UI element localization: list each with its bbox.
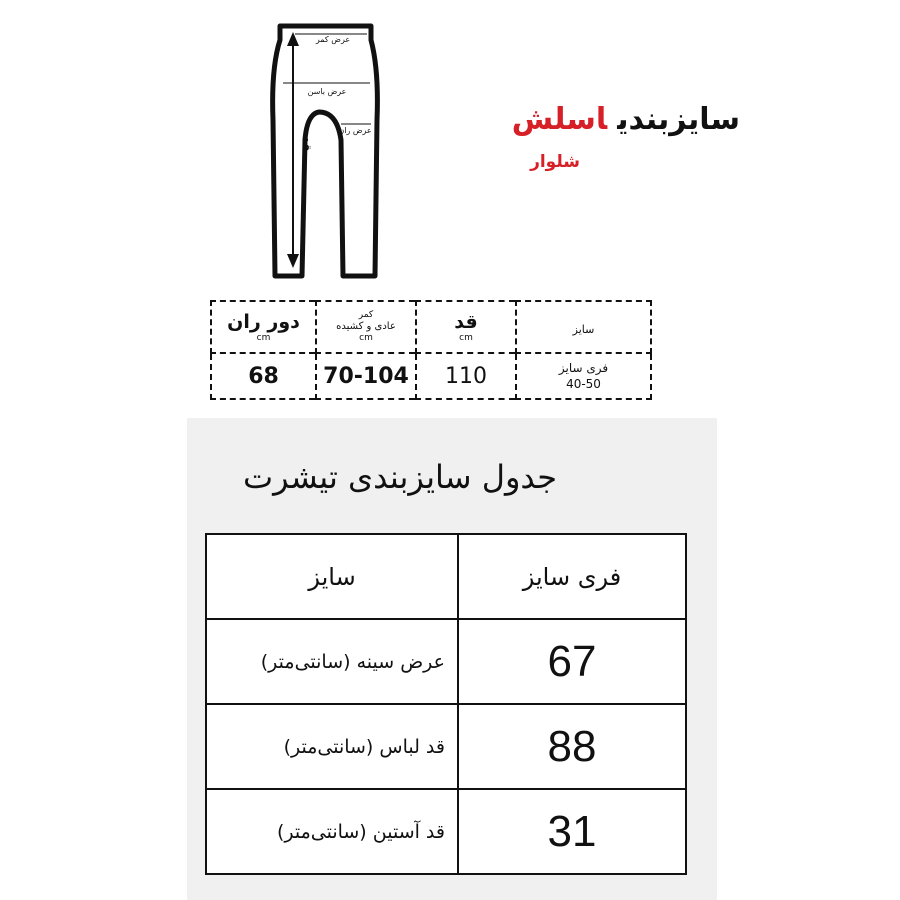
header-thigh: دور ران cm	[211, 301, 316, 353]
cell-thigh: 68	[211, 353, 316, 399]
sleeve-length-value: 31	[458, 789, 686, 874]
cell-length: 110	[416, 353, 516, 399]
thigh-label: عرض ران	[338, 126, 372, 135]
title-block	[470, 100, 740, 190]
header-length: قد cm	[416, 301, 516, 353]
pants-outline	[273, 26, 378, 276]
cell-waist: 70-104	[316, 353, 416, 399]
tshirt-title: جدول سایزبندی تیشرت	[242, 458, 557, 496]
chest-width-label: عرض سینه (سانتی‌متر)	[206, 619, 458, 704]
table-header-row	[211, 301, 651, 353]
hip-label: عرض باسن	[307, 87, 347, 96]
garment-length-label: قد لباس (سانتی‌متر)	[206, 704, 458, 789]
tshirt-panel	[187, 418, 717, 900]
table-row	[206, 704, 686, 789]
header-free-size: فری سایز	[458, 534, 686, 619]
title	[512, 100, 740, 140]
tshirt-size-table	[205, 533, 687, 875]
table-row	[211, 353, 651, 399]
header-size: سایز	[516, 301, 651, 353]
table-header-row	[206, 534, 686, 619]
title-brand: اسلش	[511, 102, 608, 137]
header-waist: کمر عادی و کشیده cm	[316, 301, 416, 353]
garment-length-value: 88	[458, 704, 686, 789]
header-size: سایز	[206, 534, 458, 619]
pants-diagram	[255, 20, 385, 282]
length-arrow-bottom	[287, 254, 299, 268]
length-label: قد	[300, 136, 314, 152]
subtitle: شلوار	[530, 152, 580, 172]
pants-size-table	[210, 300, 652, 400]
sleeve-length-label: قد آستین (سانتی‌متر)	[206, 789, 458, 874]
waist-label: عرض کمر	[315, 35, 351, 44]
chest-width-value: 67	[458, 619, 686, 704]
cell-size: فری سایز 40-50	[516, 353, 651, 399]
table-row	[206, 789, 686, 874]
title-prefix: سایزبندی	[617, 102, 740, 137]
table-row	[206, 619, 686, 704]
